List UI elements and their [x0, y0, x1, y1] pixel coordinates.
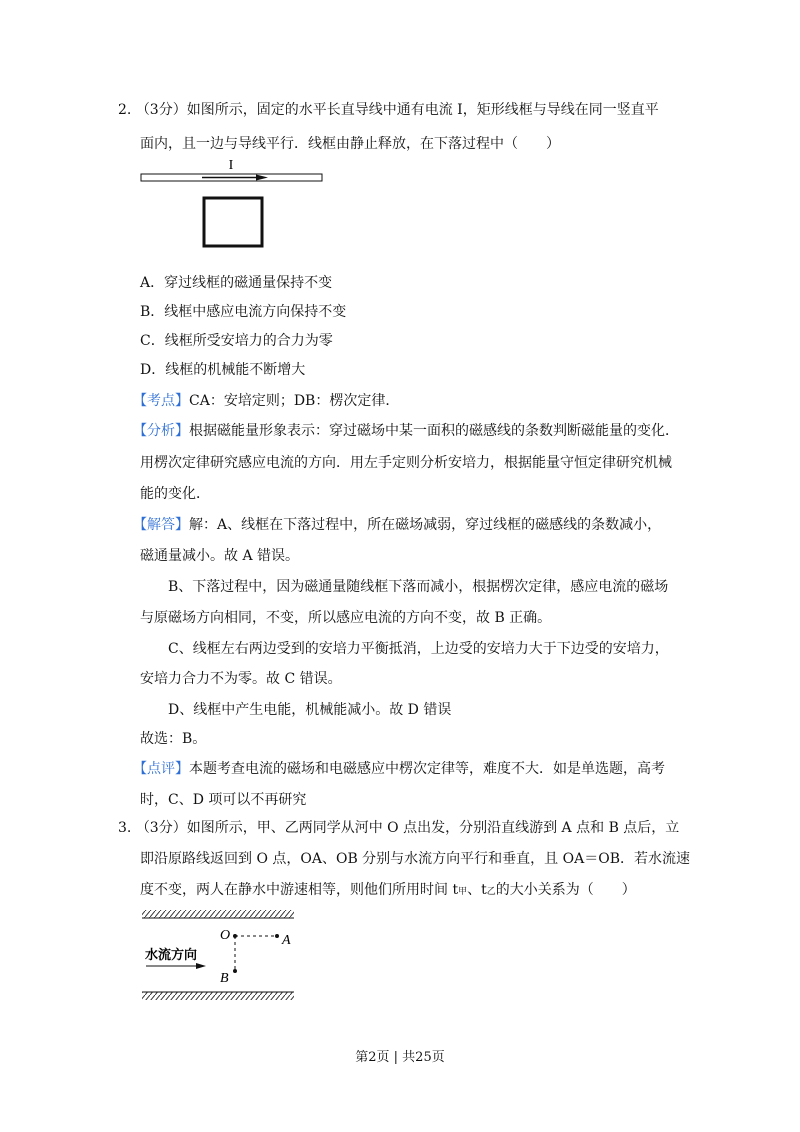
q3-sep: 、t [467, 882, 487, 898]
q2-jieda-line3: B、下落过程中，因为磁通量随线框下落而减小，根据楞次定律，感应电流的磁场 [168, 579, 669, 595]
q2-stem-line1 [118, 100, 659, 120]
q2-fenxi-line1 [133, 421, 679, 441]
dianping-tag: 【点评】 [133, 761, 189, 777]
q2-option-a: A．穿过线框的磁通量保持不变 [140, 275, 333, 291]
q2-figure [140, 155, 330, 255]
label-b: B [220, 971, 229, 986]
q3-stem-text3a: 度不变，两人在静水中游速相等，则他们所用时间 t [140, 882, 459, 898]
q2-stem-text1: 如图所示，固定的水平长直导线中通有电流 I，矩形线框与导线在同一竖直平 [186, 102, 659, 118]
q2-option-b: B．线框中感应电流方向保持不变 [140, 304, 347, 320]
top-bank-hatch [142, 910, 294, 918]
dianping-text1: 本题考查电流的磁场和电磁感应中楞次定律等，难度不大．如是单选题，高考 [189, 761, 665, 777]
sub-jia: 甲 [458, 887, 468, 897]
q3-stem-text3b: 的大小关系为（ ） [495, 882, 636, 898]
page-footer: 第2页 | 共25页 [355, 1050, 445, 1065]
q3-number: 3. [118, 820, 132, 836]
point-a-dot [275, 934, 279, 938]
q2-jieda-line8: 故选：B。 [140, 731, 207, 747]
current-arrow-head [256, 175, 268, 181]
q2-dianping-line1 [133, 759, 665, 779]
q3-stem-line1 [118, 818, 679, 838]
q3-stem-line2: 即沿原路线返回到 O 点，OA、OB 分别与水流方向平行和垂直，且 OA＝OB．若水流速 [140, 851, 690, 867]
q3-score: （3分） [135, 820, 187, 836]
label-o: O [220, 928, 231, 943]
q2-jieda-line1 [133, 515, 661, 535]
q2-jieda-line4: 与原磁场方向相同，不变，所以感应电流的方向不变，故 B 正确。 [140, 610, 552, 626]
flow-arrow-head [196, 963, 206, 969]
q2-number: 2. [118, 102, 132, 118]
coil-frame [204, 198, 262, 246]
fenxi-tag: 【分析】 [133, 423, 189, 439]
bottom-bank-hatch [142, 992, 294, 1000]
q2-jieda-line6: 安培力合力不为零。故 C 错误。 [140, 671, 342, 687]
q3-figure [140, 905, 300, 1005]
label-a: A [282, 933, 291, 948]
jieda-text1: 解：A、线框在下落过程中，所在磁场减弱，穿过线框的磁感线的条数减小， [189, 517, 662, 533]
q2-option-d: D．线框的机械能不断增大 [140, 362, 306, 378]
q2-score: （3分） [135, 102, 187, 118]
q2-kaodian [133, 391, 399, 411]
q3-stem-text1: 如图所示，甲、乙两同学从河中 O 点出发，分别沿直线游到 A 点和 B 点后，立 [186, 820, 680, 836]
q2-dianping-line2: 时，C、D 项可以不再研究 [140, 792, 307, 808]
q3-stem-line3 [140, 880, 636, 902]
current-label: I [228, 158, 234, 173]
flow-label: 水流方向 [145, 948, 198, 963]
q2-jieda-line2: 磁通量减小。故 A 错误。 [140, 548, 300, 564]
q2-stem-line2: 面内，且一边与导线平行．线框由静止释放，在下落过程中（ ） [140, 136, 560, 152]
kaodian-text: CA：安培定则；DB：楞次定律． [189, 393, 400, 409]
kaodian-tag: 【考点】 [133, 393, 189, 409]
q2-fenxi-line2: 用楞次定律研究感应电流的方向．用左手定则分析安培力，根据能量守恒定律研究机械 [140, 455, 672, 471]
sub-yi: 乙 [486, 887, 496, 897]
point-b-dot [233, 969, 237, 973]
q2-jieda-line7: D、线框中产生电能，机械能减小。故 D 错误 [168, 702, 452, 718]
q2-option-c: C．线框所受安培力的合力为零 [140, 333, 333, 349]
jieda-tag: 【解答】 [133, 517, 189, 533]
q2-jieda-line5: C、线框左右两边受到的安培力平衡抵消，上边受的安培力大于下边受的安培力， [168, 641, 669, 657]
fenxi-text1: 根据磁能量形象表示：穿过磁场中某一面积的磁感线的条数判断磁能量的变化． [189, 423, 679, 439]
q2-fenxi-line3: 能的变化． [140, 486, 210, 502]
